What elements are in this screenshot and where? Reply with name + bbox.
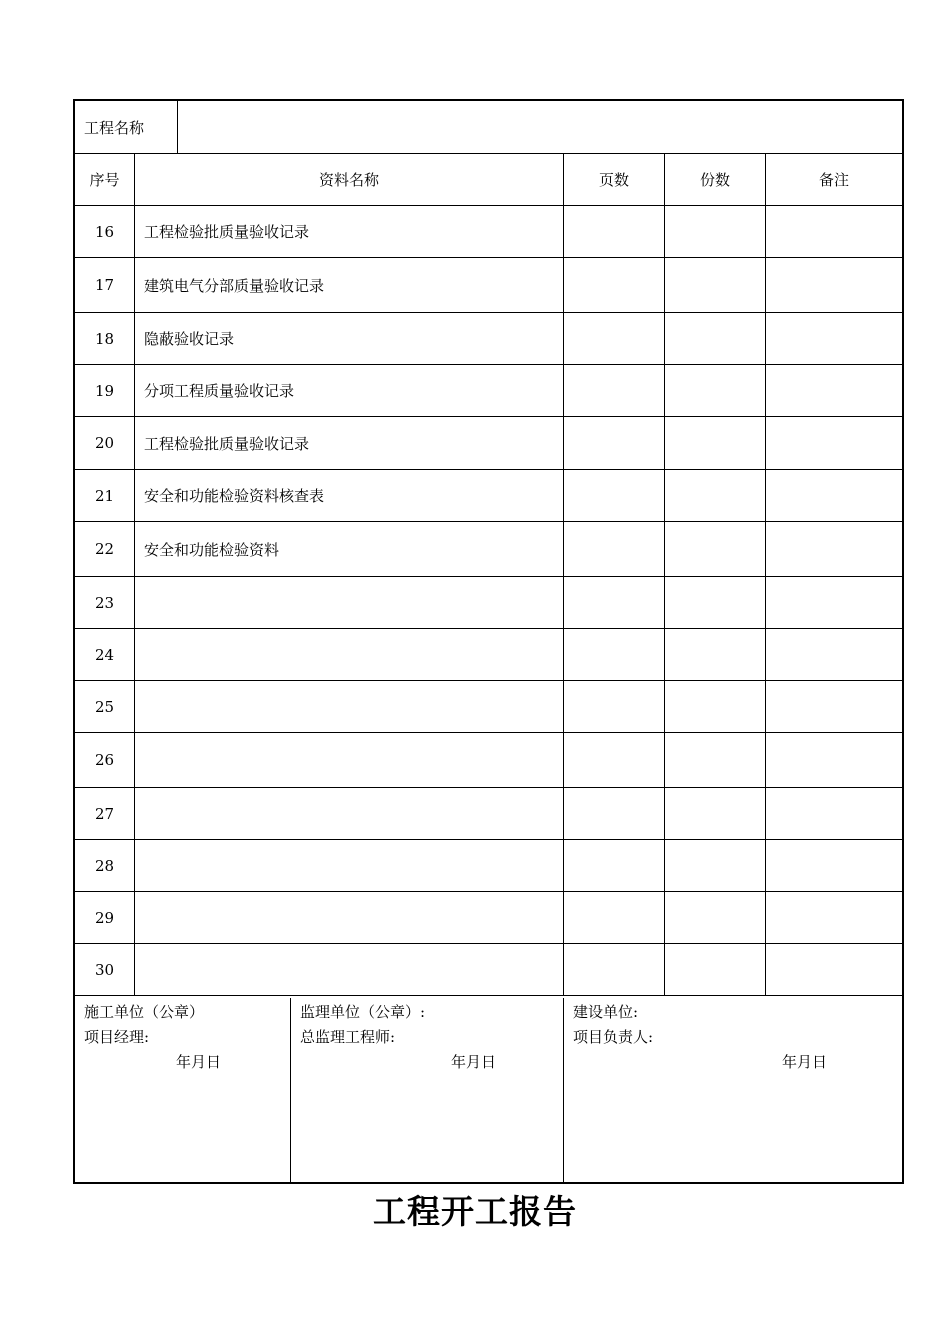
row-seq: 23 xyxy=(94,593,115,612)
row-doc-name[interactable] xyxy=(135,840,563,891)
row-seq: 20 xyxy=(94,434,115,452)
row-remarks[interactable] xyxy=(766,365,902,416)
supervisor-unit-label: 监理单位（公章）: xyxy=(300,1003,426,1021)
row-remarks[interactable] xyxy=(766,522,902,576)
row-doc-name[interactable]: 工程检验批质量验收记录 xyxy=(144,223,310,241)
contractor-manager-label: 项目经理: xyxy=(84,1028,150,1046)
table-header-row xyxy=(75,154,902,206)
row-doc-name[interactable] xyxy=(135,944,563,995)
header-pages: 页数 xyxy=(598,171,629,189)
row-remarks[interactable] xyxy=(766,470,902,521)
table-row xyxy=(75,522,902,577)
row-pages[interactable] xyxy=(564,417,664,469)
row-remarks[interactable] xyxy=(766,577,902,628)
row-remarks[interactable] xyxy=(766,417,902,469)
row-remarks[interactable] xyxy=(766,629,902,680)
signature-row xyxy=(75,998,902,1182)
supervisor-date: 年月日 xyxy=(451,1053,497,1071)
row-seq: 22 xyxy=(94,540,115,558)
owner-unit-label: 建设单位: xyxy=(573,1003,639,1021)
row-remarks[interactable] xyxy=(766,313,902,364)
row-remarks[interactable] xyxy=(766,681,902,732)
table-row xyxy=(75,733,902,788)
row-doc-name[interactable] xyxy=(135,788,563,839)
row-copies[interactable] xyxy=(665,733,765,787)
row-doc-name[interactable]: 建筑电气分部质量验收记录 xyxy=(144,276,325,295)
row-copies[interactable] xyxy=(665,840,765,891)
table-row xyxy=(75,417,902,470)
row-remarks[interactable] xyxy=(766,944,902,995)
row-seq: 19 xyxy=(94,381,115,400)
header-copies: 份数 xyxy=(699,171,730,189)
owner-lead-label: 项目负责人: xyxy=(573,1028,654,1046)
table-row xyxy=(75,470,902,522)
row-seq: 26 xyxy=(94,751,115,769)
table-row xyxy=(75,629,902,681)
row-doc-name[interactable] xyxy=(135,629,563,680)
row-pages[interactable] xyxy=(564,733,664,787)
row-seq: 28 xyxy=(94,856,115,875)
row-seq: 17 xyxy=(94,276,115,294)
row-pages[interactable] xyxy=(564,470,664,521)
table-row xyxy=(75,258,902,313)
row-pages[interactable] xyxy=(564,840,664,891)
row-pages[interactable] xyxy=(564,944,664,995)
row-copies[interactable] xyxy=(665,365,765,416)
header-seq: 序号 xyxy=(89,171,120,189)
row-copies[interactable] xyxy=(665,522,765,576)
row-pages[interactable] xyxy=(564,313,664,364)
row-remarks[interactable] xyxy=(766,258,902,312)
project-name-label: 工程名称 xyxy=(84,118,145,137)
row-seq: 21 xyxy=(94,486,115,505)
row-copies[interactable] xyxy=(665,944,765,995)
row-copies[interactable] xyxy=(665,258,765,312)
table-row xyxy=(75,313,902,365)
row-remarks[interactable] xyxy=(766,733,902,787)
row-doc-name[interactable] xyxy=(135,577,563,628)
row-remarks[interactable] xyxy=(766,206,902,257)
row-pages[interactable] xyxy=(564,206,664,257)
row-doc-name[interactable] xyxy=(135,733,563,787)
row-copies[interactable] xyxy=(665,629,765,680)
table-row xyxy=(75,892,902,944)
document-form xyxy=(73,99,904,1184)
row-copies[interactable] xyxy=(665,577,765,628)
header-remarks: 备注 xyxy=(818,171,849,189)
row-copies[interactable] xyxy=(665,470,765,521)
row-pages[interactable] xyxy=(564,365,664,416)
contractor-date: 年月日 xyxy=(176,1053,222,1071)
header-doc-name: 资料名称 xyxy=(318,171,379,189)
owner-signature xyxy=(573,998,893,1182)
row-doc-name[interactable] xyxy=(135,892,563,943)
row-pages[interactable] xyxy=(564,681,664,732)
row-copies[interactable] xyxy=(665,417,765,469)
next-page-title: 工程开工报告 xyxy=(373,1192,577,1231)
table-row xyxy=(75,788,902,840)
row-seq: 27 xyxy=(94,804,115,823)
row-pages[interactable] xyxy=(564,258,664,312)
contractor-unit-label: 施工单位（公章） xyxy=(84,1003,205,1021)
row-seq: 30 xyxy=(94,960,115,979)
row-doc-name[interactable]: 安全和功能检验资料核查表 xyxy=(144,487,325,505)
contractor-signature xyxy=(84,998,289,1182)
row-seq: 25 xyxy=(94,697,115,716)
table-row xyxy=(75,840,902,892)
table-row xyxy=(75,681,902,733)
supervisor-signature xyxy=(300,998,560,1182)
project-name-field[interactable] xyxy=(178,101,902,153)
supervisor-engineer-label: 总监理工程师: xyxy=(300,1028,396,1046)
row-pages[interactable] xyxy=(564,892,664,943)
row-copies[interactable] xyxy=(665,681,765,732)
row-copies[interactable] xyxy=(665,206,765,257)
table-row xyxy=(75,944,902,996)
row-copies[interactable] xyxy=(665,892,765,943)
row-remarks[interactable] xyxy=(766,840,902,891)
row-copies[interactable] xyxy=(665,788,765,839)
row-remarks[interactable] xyxy=(766,892,902,943)
row-remarks[interactable] xyxy=(766,788,902,839)
row-doc-name[interactable]: 分项工程质量验收记录 xyxy=(144,382,295,400)
table-row xyxy=(75,206,902,258)
row-doc-name[interactable]: 安全和功能检验资料 xyxy=(144,540,280,559)
row-pages[interactable] xyxy=(564,629,664,680)
project-name-row xyxy=(75,101,902,154)
row-pages[interactable] xyxy=(564,577,664,628)
table-row xyxy=(75,365,902,417)
row-doc-name[interactable] xyxy=(135,681,563,732)
table-row xyxy=(75,577,902,629)
row-doc-name[interactable]: 工程检验批质量验收记录 xyxy=(144,434,310,453)
row-seq: 16 xyxy=(94,222,115,241)
owner-date: 年月日 xyxy=(782,1053,828,1071)
row-doc-name[interactable]: 隐蔽验收记录 xyxy=(144,330,235,348)
row-copies[interactable] xyxy=(665,313,765,364)
row-seq: 24 xyxy=(94,645,115,664)
row-pages[interactable] xyxy=(564,522,664,576)
row-pages[interactable] xyxy=(564,788,664,839)
row-seq: 29 xyxy=(94,908,115,927)
row-seq: 18 xyxy=(94,329,115,348)
